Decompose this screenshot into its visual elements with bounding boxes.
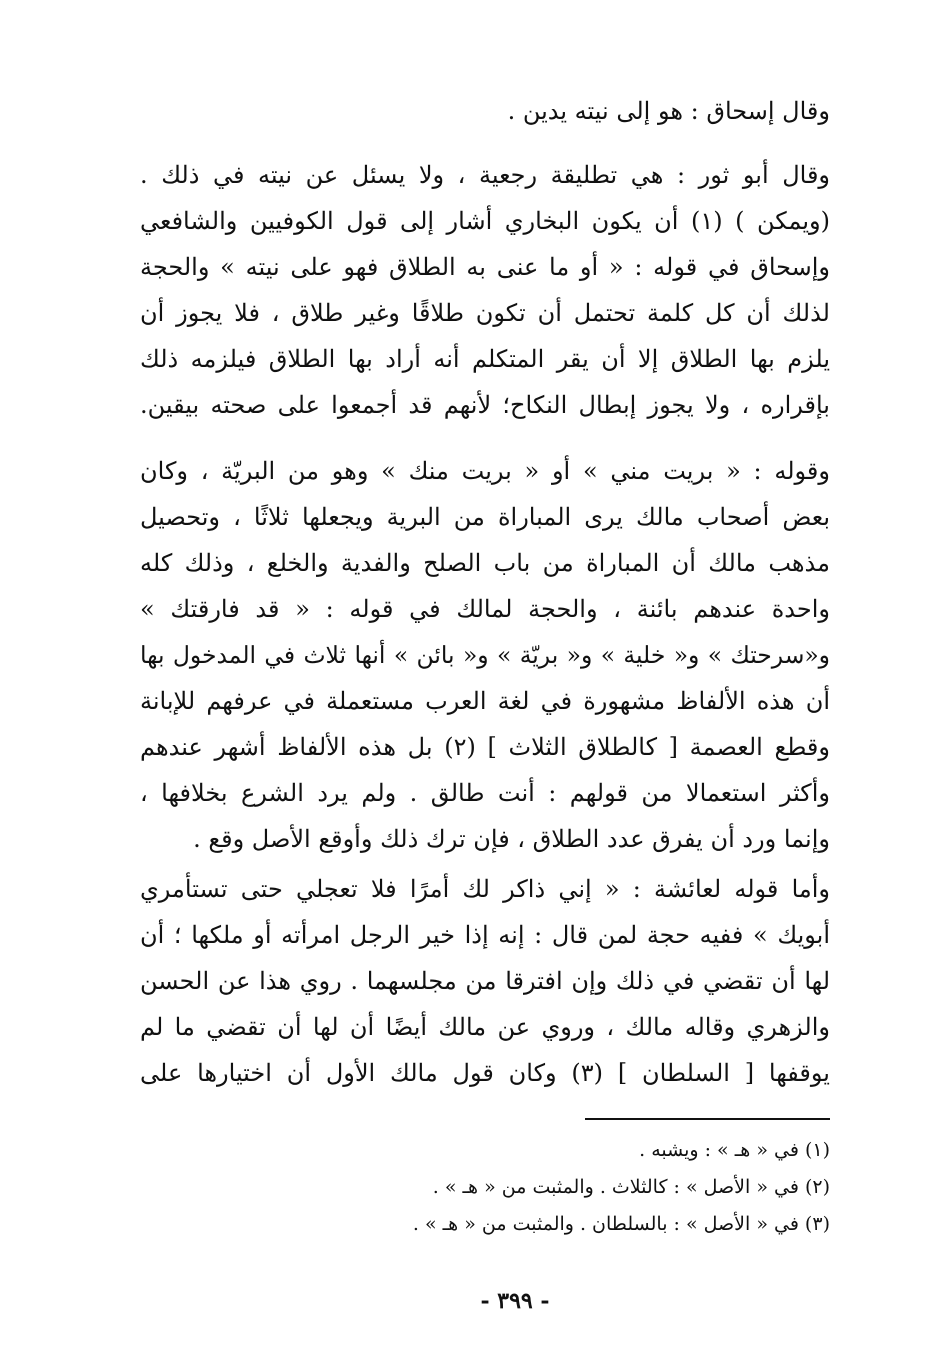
text-line: بعض أصحاب مالك يرى المباراة من البرية ويجعلها ثلاثًا ، وتحصيل bbox=[140, 503, 831, 531]
text-line: و«سرحتك » و« خلية » و« بريّة » و« بائن » أنها ثلاث في المدخول بها bbox=[140, 641, 830, 669]
footnote-1: (١) في « هـ » : ويشبه . bbox=[639, 1139, 830, 1161]
page-number: - ٣٩٩ - bbox=[480, 1288, 550, 1314]
paragraph-2 bbox=[140, 152, 830, 428]
text-line: يلزم بها الطلاق إلا أن يقر المتكلم أنه أراد بها الطلاق فيلزمه ذلك bbox=[140, 345, 830, 373]
text-line: لها أن تقضي في ذلك وإن افترقا من مجلسهما . روي هذا عن الحسن bbox=[140, 967, 831, 995]
footnote-2: (٢) في « الأصل » : كالثلاث . والمثبت من « هـ » . bbox=[432, 1176, 830, 1198]
footnote-3: (٣) في « الأصل » : بالسلطان . والمثبت من « هـ » . bbox=[412, 1213, 830, 1235]
text-line: مذهب مالك أن المباراة من باب الصلح والفدية والخلع ، وذلك كله bbox=[140, 549, 830, 577]
text-line: أن هذه الألفاظ مشهورة في لغة العرب مستعملة في عرفهم للإبانة bbox=[140, 687, 830, 715]
footnote-divider bbox=[585, 1118, 830, 1120]
text-line: والزهري وقاله مالك ، وروي عن مالك أيضًا أن لها أن تقضي ما لم bbox=[140, 1013, 830, 1041]
text-line: بإقراره ، ولا يجوز إبطال النكاح؛ لأنهم قد أجمعوا على صحته بيقين. bbox=[140, 391, 830, 419]
paragraph-4 bbox=[140, 866, 830, 1096]
text-line: وقال إسحاق : هو إلى نيته يدين . bbox=[507, 97, 830, 125]
text-line: يوقفها [ السلطان ] (٣) وكان قول مالك الأول أن اختيارها على bbox=[140, 1059, 830, 1087]
text-line: أبويك » ففيه حجة لمن قال : إنه إذا خير الرجل امرأته أو ملكها ؛ أن bbox=[140, 921, 830, 949]
footnotes bbox=[300, 1132, 830, 1243]
text-line: وإنما ورد أن يفرق عدد الطلاق ، فإن ترك ذلك وأوقع الأصل وقع . bbox=[193, 825, 830, 853]
text-line: وقطع العصمة [ كالطلاق الثلاث ] (٢) بل هذه الألفاظ أشهر عندهم bbox=[140, 733, 830, 761]
paragraph-3 bbox=[140, 448, 830, 862]
text-line: وأكثر استعمالا من قولهم : أنت طالق . ولم يرد الشرع بخلافها ، bbox=[140, 779, 830, 807]
text-line: وأما قوله لعائشة : « إني ذاكر لك أمرًا فلا تعجلي حتى تستأمري bbox=[140, 875, 830, 903]
text-line: وإسحاق في قوله : « أو ما عنى به الطلاق فهو على نيته » والحجة bbox=[140, 253, 830, 281]
text-line: واحدة عندهم بائنة ، والحجة لمالك في قوله : « قد فارقتك » bbox=[140, 595, 830, 623]
text-line: وقوله : « بريت مني » أو « بريت منك » وهو من البريّة ، وكان bbox=[140, 457, 830, 485]
text-line: (ويمكن ) (١) أن يكون البخاري أشار إلى قول الكوفيين والشافعي bbox=[140, 207, 831, 235]
text-line: لذلك أن كل كلمة تحتمل أن تكون طلاقًا وغير طلاق ، فلا يجوز أن bbox=[140, 299, 830, 327]
paragraph-1 bbox=[140, 88, 830, 134]
text-line: وقال أبو ثور : هي تطليقة رجعية ، ولا يسئل عن نيته في ذلك . bbox=[140, 161, 831, 189]
